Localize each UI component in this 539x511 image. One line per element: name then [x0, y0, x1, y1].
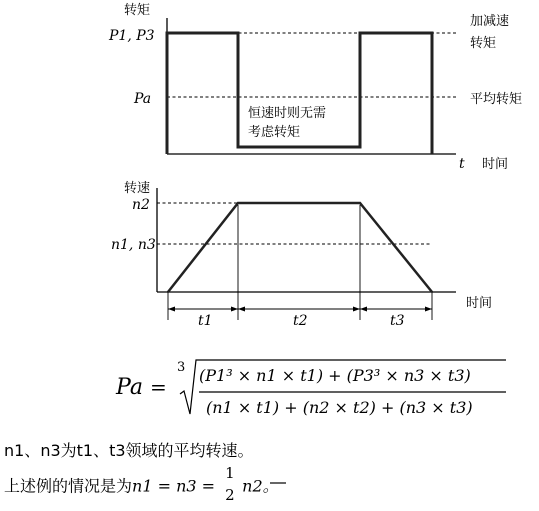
half-fraction-numerator: 1	[225, 464, 235, 482]
speed-level-n2-label: n2	[132, 197, 150, 213]
interval-t2-label: t2	[293, 313, 308, 329]
torque-x-axis-label: 时间	[482, 157, 509, 172]
torque-level-average-label: Pa	[134, 91, 152, 107]
note-line-2	[4, 464, 279, 504]
interval-t1-label: t1	[198, 313, 213, 329]
half-fraction	[220, 464, 242, 504]
speed-chart	[111, 180, 492, 329]
formula-root-index: 3	[177, 360, 186, 375]
average-torque-label: 平均转矩	[470, 92, 523, 107]
note-line-1: n1、n3为t1、t3领域的平均转速。	[4, 441, 254, 460]
formula-denominator: (n1 × t1) + (n2 × t2) + (n3 × t3)	[206, 398, 473, 417]
speed-y-axis-label: 转速	[124, 181, 151, 196]
formula-equals: =	[150, 375, 167, 399]
torque-chart	[108, 3, 522, 172]
half-fraction-denominator: 2	[225, 486, 235, 504]
constant-speed-note-line2: 考虑转矩	[248, 125, 301, 140]
interval-t3-label: t3	[390, 313, 405, 329]
constant-speed-note-line1: 恒速时则无需	[248, 106, 327, 121]
torque-level-high-label: P1, P3	[109, 28, 155, 44]
note-line-2-math: n1 = n3 =	[132, 476, 221, 496]
formula-numerator: (P1³ × n1 × t1) + (P3³ × n3 × t3)	[199, 366, 471, 385]
formula-lhs: Pa	[116, 375, 143, 400]
note-line-2-prefix: 上述例的情况是为	[4, 476, 133, 496]
accel-torque-label-line2: 转矩	[470, 36, 497, 51]
speed-level-n13-label: n1, n3	[111, 237, 156, 253]
torque-x-axis-t-label: t	[459, 156, 465, 172]
speed-x-axis-label: 时间	[466, 296, 493, 311]
speed-profile-line	[168, 203, 432, 292]
note-line-2-suffix: n2。	[242, 476, 279, 496]
accel-torque-label-line1: 加减速	[470, 14, 510, 29]
torque-y-axis-label: 转矩	[124, 3, 151, 18]
